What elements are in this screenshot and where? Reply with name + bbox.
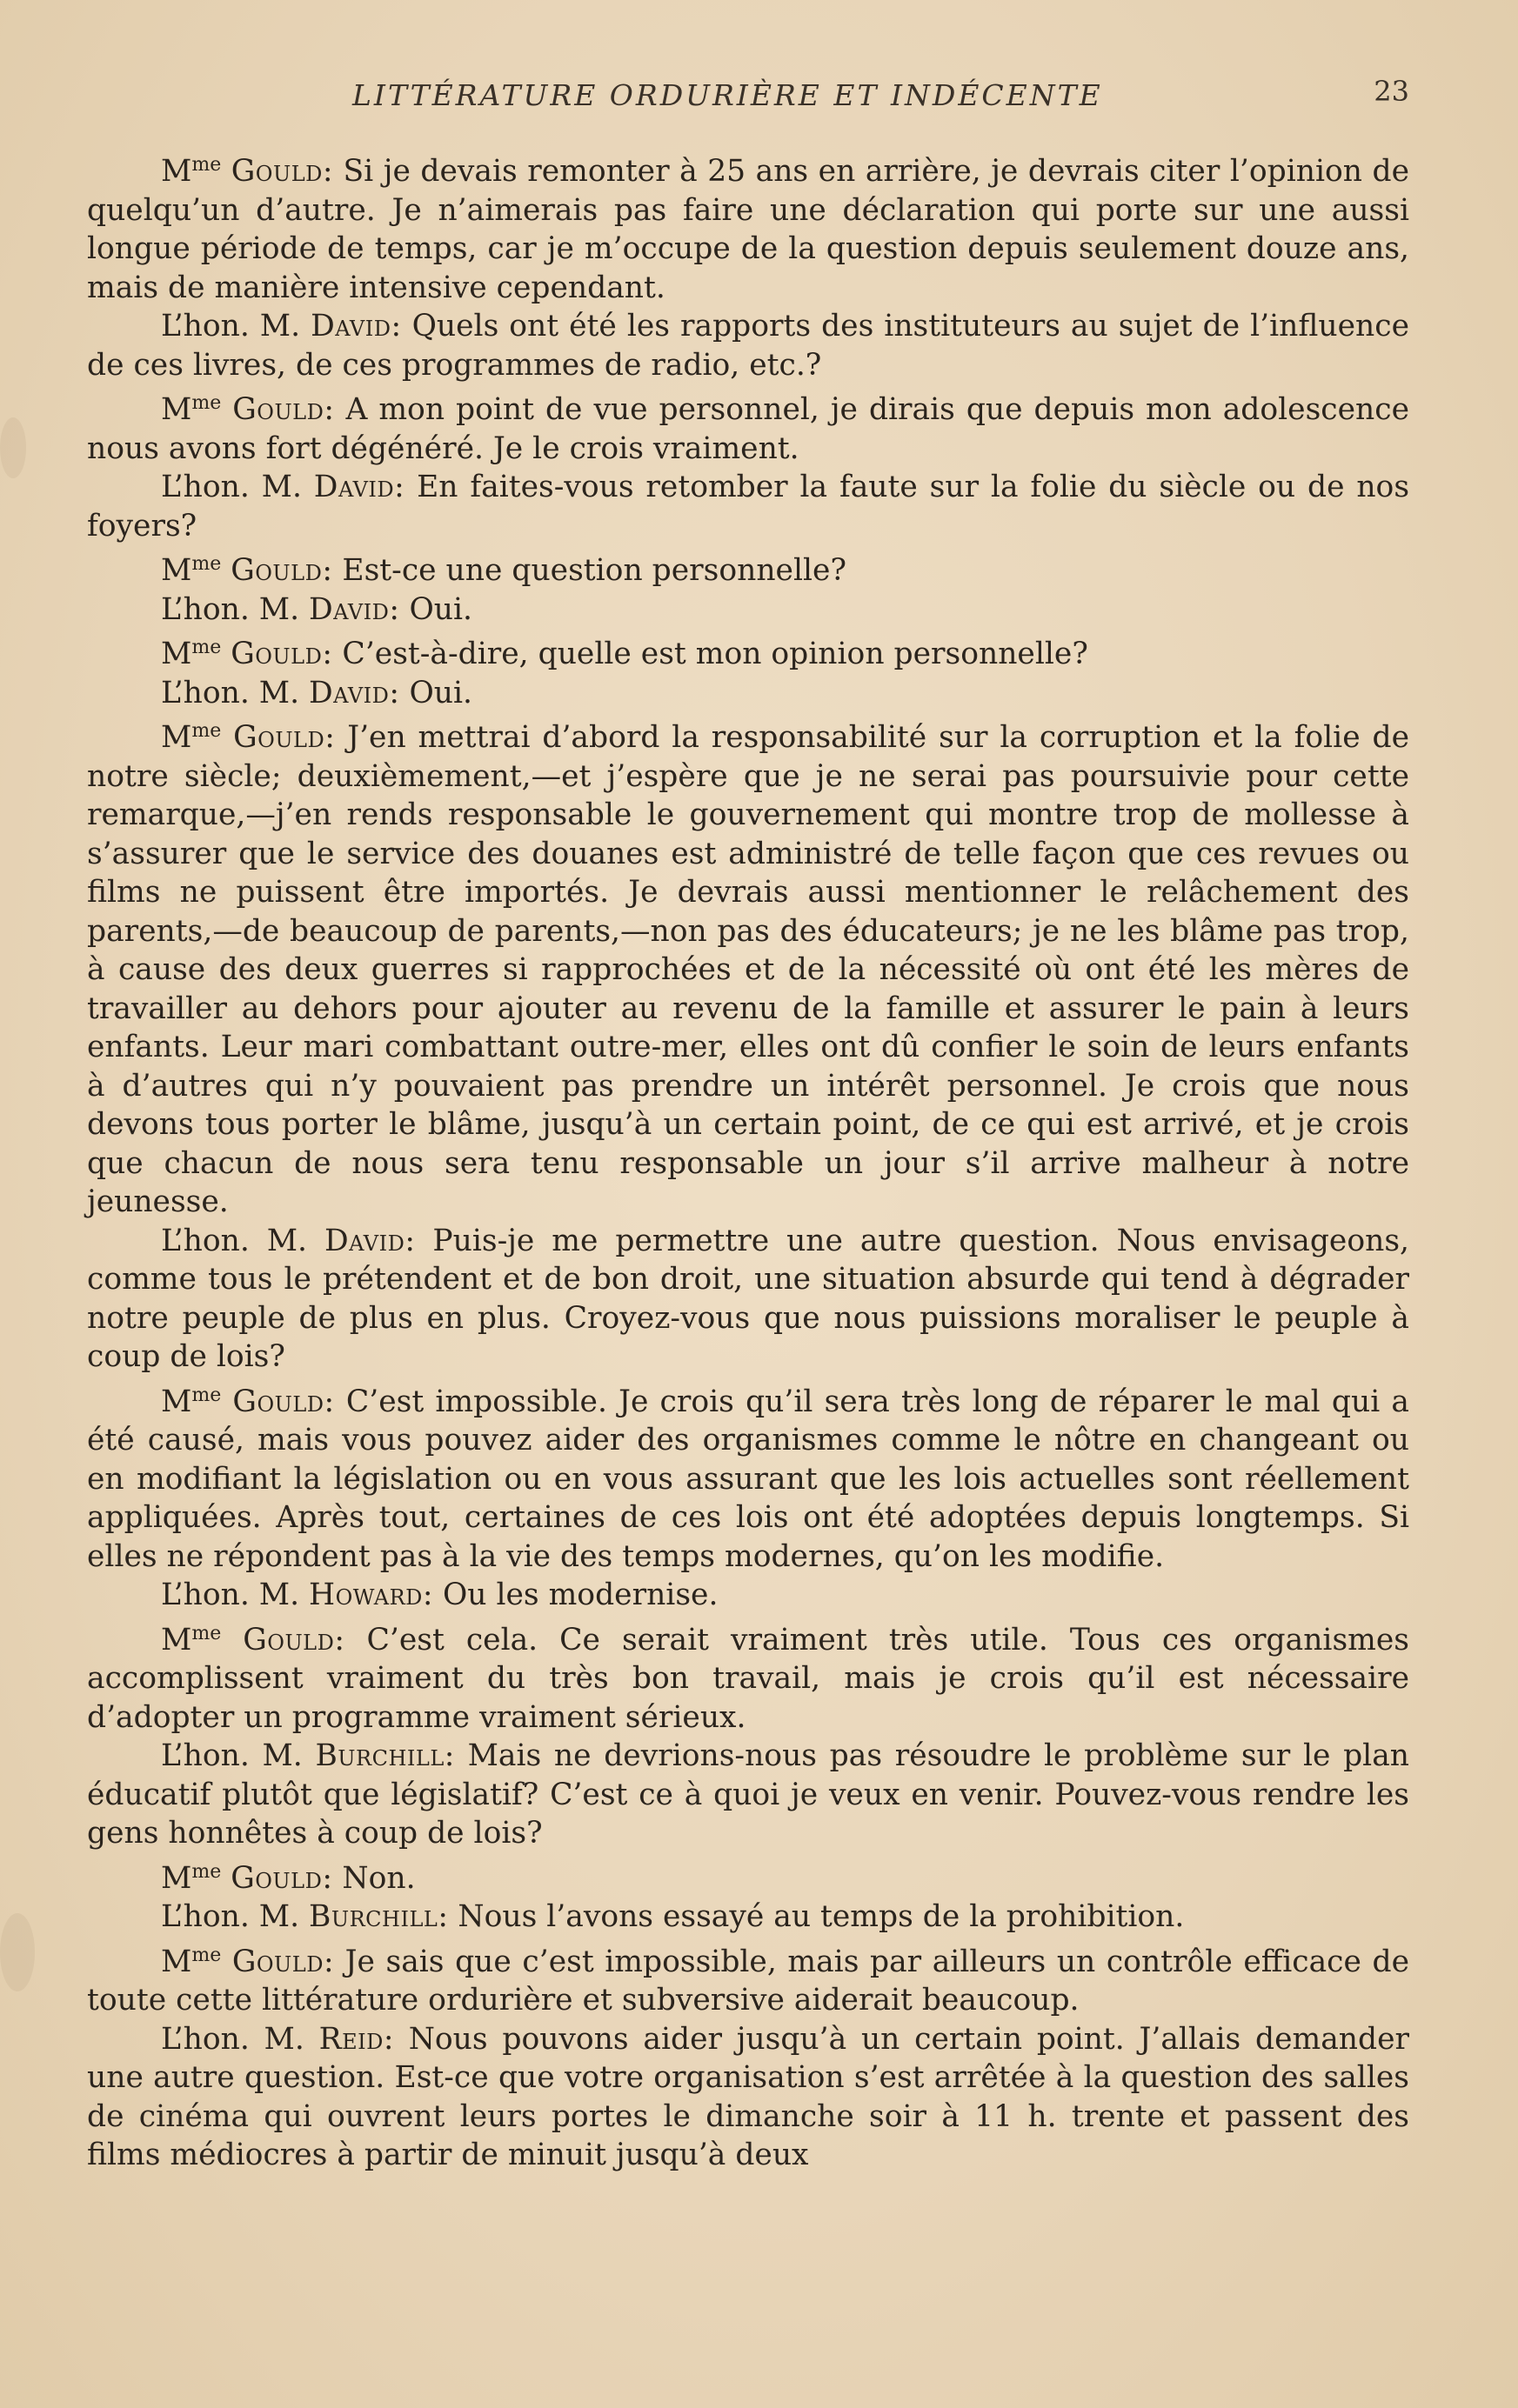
speaker-title-superscript: me [191, 392, 222, 414]
speaker-prefix: M [161, 1384, 192, 1419]
testimony-paragraph [87, 1737, 1409, 1853]
testimony-paragraph [87, 384, 1409, 468]
document-page [87, 70, 1409, 2175]
speaker-title-superscript: me [191, 1622, 222, 1644]
speech-text: Puis-je me permettre une autre question. Nous envisageons, comme tous le prétendent et de bon droit, une situation absurde qui tend à dégrader notre peuple de plus en plus. Croyez-vous que nous puissions moraliser le peuple à coup de lois? [87, 1223, 1410, 1374]
testimony-paragraph [87, 674, 1409, 713]
testimony-paragraph [87, 468, 1409, 545]
testimony-paragraph [87, 1615, 1409, 1738]
speaker-prefix: M [161, 637, 192, 671]
speaker-prefix: L’hon. M. [161, 470, 302, 504]
testimony-paragraph [87, 1853, 1409, 1898]
speaker-name: Gould: [232, 1384, 335, 1419]
speech-text: Non. [342, 1860, 416, 1896]
speaker-name: Gould: [231, 1860, 333, 1896]
speaker-name: Gould: [232, 392, 335, 427]
speaker-name: Howard: [309, 1578, 434, 1612]
speaker-prefix: M [161, 553, 192, 588]
testimony-paragraph [87, 1898, 1409, 1937]
speaker-name: David: [309, 675, 400, 710]
speaker-title-superscript: me [191, 720, 222, 742]
speaker-name: David: [324, 1223, 416, 1258]
speech-text: Ou les modernise. [443, 1578, 719, 1612]
testimony-paragraph [87, 545, 1409, 590]
speaker-name: Gould: [231, 1944, 335, 1979]
speaker-prefix: L’hon. M. [161, 1899, 300, 1934]
speaker-prefix: M [161, 1944, 192, 1979]
speaker-title-superscript: me [191, 553, 222, 575]
speaker-title-superscript: me [191, 1944, 222, 1966]
page-stain [0, 1913, 35, 1991]
testimony-paragraph [87, 1222, 1409, 1377]
speaker-prefix: M [161, 720, 192, 755]
speaker-prefix: M [161, 1622, 192, 1658]
testimony-paragraph [87, 2020, 1409, 2175]
speech-text: Mais ne devrions-nous pas résoudre le problème sur le plan éducatif plutôt que législatif? C’est ce à quoi je veux en venir. Pouvez-vous rendre les gens honnêtes à coup de lois? [87, 1738, 1409, 1851]
speaker-name: Gould: [231, 154, 334, 189]
speaker-name: Reid: [318, 2021, 394, 2057]
running-title: LITTÉRATURE ORDURIÈRE ET INDÉCENTE [352, 78, 1103, 112]
testimony-paragraph [87, 712, 1409, 1222]
speech-text: C’est impossible. Je crois qu’il sera très long de réparer le mal qui a été causé, mais vous pouvez aider des organismes comme le nôtre en changeant ou en modifiant la législation ou en vous assurant que les lois actuelles sont réellement appliquées. Après tout, certaines de ces lois ont été adoptées depuis longtemps. Si elles ne répondent pas à la vie des temps modernes, qu’on les modifie. [87, 1384, 1409, 1574]
speaker-title-superscript: me [191, 154, 222, 176]
testimony-paragraph [87, 1377, 1409, 1577]
speaker-title-superscript: me [191, 637, 222, 658]
speech-text: Nous l’avons essayé au temps de la prohibition. [458, 1899, 1185, 1934]
speech-text: Oui. [409, 591, 472, 627]
speech-text: Si je devais remonter à 25 ans en arrière, je devrais citer l’opinion de quelqu’un d’autre. Je n’aimerais pas faire une déclaration qui porte sur une aussi longue période de temps, car je m’occupe de la question depuis seulement douze ans, mais de manière intensive cependant. [87, 154, 1409, 305]
speaker-prefix: L’hon. M. [161, 309, 301, 344]
speech-text: En faites-vous retomber la faute sur la folie du siècle ou de nos foyers? [87, 470, 1410, 544]
speaker-prefix: M [161, 392, 192, 427]
speaker-name: David: [309, 591, 400, 627]
testimony-paragraph [87, 629, 1409, 674]
speaker-name: Gould: [231, 553, 333, 588]
speaker-prefix: M [161, 154, 192, 189]
speaker-name: Gould: [243, 1622, 345, 1658]
speaker-name: Burchill: [309, 1899, 449, 1934]
speaker-name: Burchill: [315, 1738, 455, 1773]
testimony-paragraph [87, 146, 1409, 307]
speaker-name: Gould: [231, 637, 333, 671]
speech-text: J’en mettrai d’abord la responsabilité sur la corruption et la folie de notre siècle; deuxièmement,—et j’espère que je ne serai pas poursuivie pour cette remarque,—j’en rends responsable le gouvernement qui montre trop de mollesse à s’assurer que le service des douanes est administré de telle façon que ces revues ou films ne puissent être importés. Je devrais aussi mentionner le relâchement des parents,—de beaucoup de parents,—non pas des éducateurs; je ne les blâme pas trop, à cause des deux guerres si rapprochées et de la nécessité où ont été les mères de travailler au dehors pour ajouter au revenu de la famille et assurer le pain à leurs enfants. Leur mari combattant outre-mer, elles ont dû confier le soin de leurs enfants à d’autres qui n’y pouvaient pas prendre un intérêt personnel. Je crois que nous devons tous porter le blâme, jusqu’à un certain point, de ce qui est arrivé, et je crois que chacun de nous sera tenu responsable un jour s’il arrive malheur à notre jeunesse. [87, 720, 1409, 1219]
running-head [87, 70, 1409, 122]
speech-text: C’est cela. Ce serait vraiment très utile. Tous ces organismes accomplissent vraiment du très bon travail, mais je crois qu’il est nécessaire d’adopter un programme vraiment sérieux. [87, 1622, 1409, 1735]
speaker-prefix: L’hon. M. [161, 1738, 303, 1773]
speech-text: Je sais que c’est impossible, mais par ailleurs un contrôle efficace de toute cette littérature ordurière et subversive aiderait beaucoup. [87, 1944, 1410, 2018]
page-stain [0, 417, 26, 478]
speech-text: Est-ce une question personnelle? [342, 553, 846, 588]
testimony-paragraph [87, 590, 1409, 630]
page-number: 23 [1374, 75, 1409, 108]
speech-text: C’est-à-dire, quelle est mon opinion personnelle? [342, 637, 1088, 671]
speaker-name: Gould: [233, 720, 336, 755]
testimony-paragraph [87, 1937, 1409, 2020]
speaker-name: David: [313, 470, 405, 504]
speaker-prefix: M [161, 1860, 192, 1896]
speaker-title-superscript: me [191, 1860, 222, 1883]
speaker-name: David: [311, 309, 402, 344]
speaker-prefix: L’hon. M. [161, 1578, 300, 1612]
speaker-prefix: L’hon. M. [161, 1223, 308, 1258]
transcript-body [87, 146, 1409, 2175]
speaker-title-superscript: me [191, 1384, 222, 1406]
speech-text: Quels ont été les rapports des instituteurs au sujet de l’influence de ces livres, de ces programmes de radio, etc.? [87, 309, 1410, 383]
speaker-prefix: L’hon. M. [161, 2021, 304, 2057]
testimony-paragraph [87, 1576, 1409, 1615]
speaker-prefix: L’hon. M. [161, 591, 300, 627]
speaker-prefix: L’hon. M. [161, 675, 300, 710]
testimony-paragraph [87, 307, 1409, 384]
speech-text: A mon point de vue personnel, je dirais que depuis mon adolescence nous avons fort dégénéré. Je le crois vraiment. [87, 392, 1410, 466]
speech-text: Oui. [409, 675, 472, 710]
speech-text: Nous pouvons aider jusqu’à un certain point. J’allais demander une autre question. Est-ce que votre organisation s’est arrêtée à la question des salles de cinéma qui ouvrent leurs portes le dimanche soir à 11 h. trente et passent des films médiocres à partir de minuit jusqu’à deux [87, 2021, 1410, 2172]
